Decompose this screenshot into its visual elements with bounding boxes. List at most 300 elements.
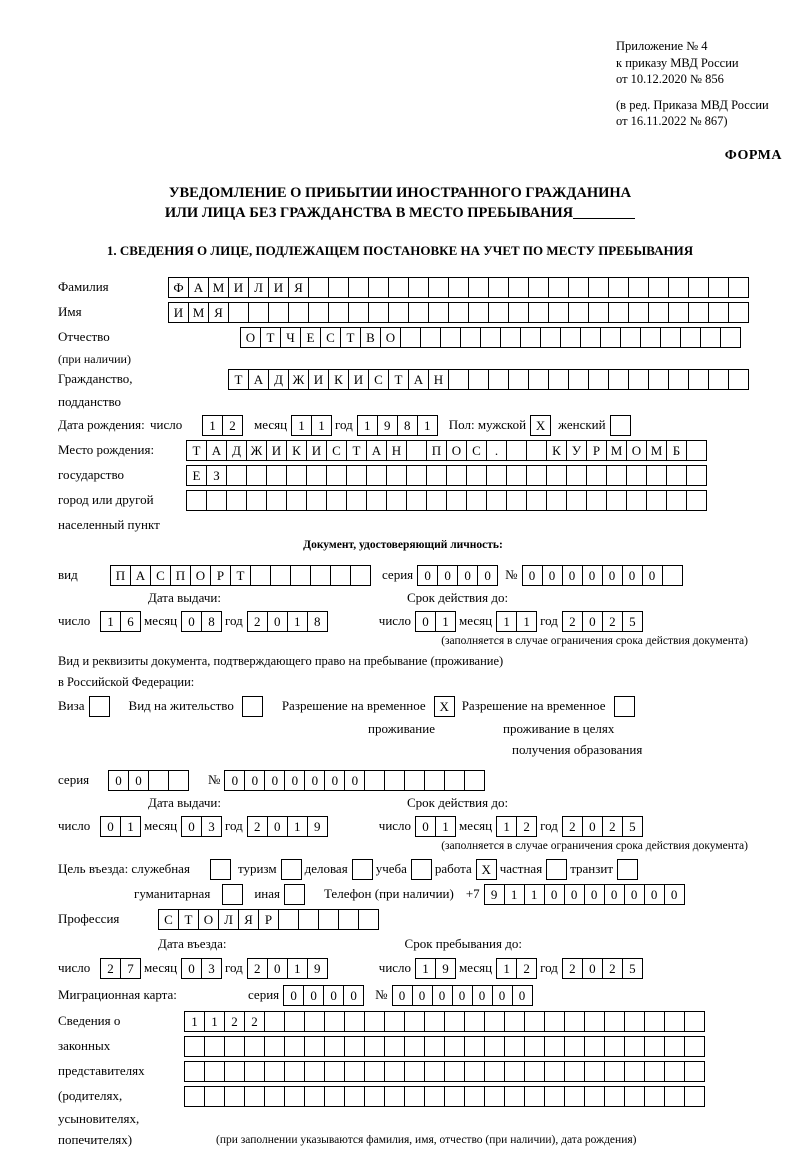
char-cell[interactable]: 0: [267, 611, 288, 632]
char-cell[interactable]: 7: [120, 958, 141, 979]
char-cell[interactable]: [304, 1036, 325, 1057]
char-cell[interactable]: Т: [228, 369, 249, 390]
char-cell[interactable]: [608, 369, 629, 390]
field-patronymic[interactable]: [240, 327, 740, 348]
char-cell[interactable]: 0: [412, 985, 433, 1006]
char-cell[interactable]: [306, 490, 327, 511]
char-cell[interactable]: С: [326, 440, 347, 461]
char-cell[interactable]: [588, 302, 609, 323]
char-cell[interactable]: [664, 1086, 685, 1107]
char-cell[interactable]: [426, 490, 447, 511]
char-cell[interactable]: [524, 1086, 545, 1107]
char-cell[interactable]: [184, 1036, 205, 1057]
char-cell[interactable]: [508, 277, 529, 298]
char-cell[interactable]: [486, 490, 507, 511]
char-cell[interactable]: [388, 277, 409, 298]
char-cell[interactable]: Т: [260, 327, 281, 348]
char-cell[interactable]: 0: [343, 985, 364, 1006]
char-cell[interactable]: 8: [201, 611, 222, 632]
char-cell[interactable]: [226, 465, 247, 486]
char-cell[interactable]: К: [328, 369, 349, 390]
char-cell[interactable]: 2: [247, 958, 268, 979]
char-cell[interactable]: [544, 1086, 565, 1107]
char-cell[interactable]: [584, 1061, 605, 1082]
char-cell[interactable]: [464, 1011, 485, 1032]
char-cell[interactable]: [506, 490, 527, 511]
char-cell[interactable]: 0: [264, 770, 285, 791]
char-cell[interactable]: [604, 1086, 625, 1107]
char-cell[interactable]: [628, 277, 649, 298]
char-cell[interactable]: И: [168, 302, 189, 323]
field-doc-valid-day[interactable]: [415, 611, 455, 632]
char-cell[interactable]: [364, 1086, 385, 1107]
char-cell[interactable]: [648, 302, 669, 323]
char-cell[interactable]: С: [368, 369, 389, 390]
char-cell[interactable]: [426, 465, 447, 486]
char-cell[interactable]: [566, 465, 587, 486]
char-cell[interactable]: [684, 1086, 705, 1107]
char-cell[interactable]: [344, 1036, 365, 1057]
char-cell[interactable]: [384, 770, 405, 791]
char-cell[interactable]: [544, 1036, 565, 1057]
char-cell[interactable]: [548, 302, 569, 323]
char-cell[interactable]: 8: [397, 415, 418, 436]
char-cell[interactable]: [484, 1061, 505, 1082]
char-cell[interactable]: [184, 1061, 205, 1082]
field-entry-month[interactable]: [181, 958, 221, 979]
char-cell[interactable]: 1: [184, 1011, 205, 1032]
char-cell[interactable]: И: [348, 369, 369, 390]
char-cell[interactable]: [688, 302, 709, 323]
char-cell[interactable]: [708, 369, 729, 390]
char-cell[interactable]: [564, 1061, 585, 1082]
char-cell[interactable]: 1: [496, 611, 517, 632]
char-cell[interactable]: [600, 327, 621, 348]
field-doc-valid-year[interactable]: [562, 611, 642, 632]
char-cell[interactable]: [386, 465, 407, 486]
char-cell[interactable]: [448, 369, 469, 390]
char-cell[interactable]: [588, 277, 609, 298]
checkbox-purpose-work[interactable]: [476, 859, 496, 880]
char-cell[interactable]: 1: [496, 958, 517, 979]
char-cell[interactable]: [564, 1036, 585, 1057]
field-name[interactable]: [168, 302, 748, 323]
char-cell[interactable]: [224, 1036, 245, 1057]
field-permit-valid-month[interactable]: [496, 816, 536, 837]
char-cell[interactable]: [484, 1036, 505, 1057]
char-cell[interactable]: [448, 277, 469, 298]
char-cell[interactable]: [626, 490, 647, 511]
field-birth-day[interactable]: [202, 415, 242, 436]
char-cell[interactable]: [604, 1061, 625, 1082]
char-cell[interactable]: [424, 1086, 445, 1107]
field-permit-issue-year[interactable]: [247, 816, 327, 837]
char-cell[interactable]: 0: [267, 958, 288, 979]
char-cell[interactable]: [506, 465, 527, 486]
char-cell[interactable]: О: [626, 440, 647, 461]
char-cell[interactable]: 1: [120, 816, 141, 837]
char-cell[interactable]: [508, 302, 529, 323]
char-cell[interactable]: [544, 1011, 565, 1032]
char-cell[interactable]: [184, 1086, 205, 1107]
char-cell[interactable]: [266, 465, 287, 486]
char-cell[interactable]: О: [380, 327, 401, 348]
char-cell[interactable]: 0: [244, 770, 265, 791]
field-permit-valid-year[interactable]: [562, 816, 642, 837]
char-cell[interactable]: [708, 277, 729, 298]
char-cell[interactable]: 1: [435, 611, 456, 632]
field-doc-number[interactable]: [522, 565, 682, 586]
char-cell[interactable]: [324, 1061, 345, 1082]
checkbox-sex-female[interactable]: [610, 415, 630, 436]
char-cell[interactable]: С: [150, 565, 171, 586]
char-cell[interactable]: [546, 490, 567, 511]
char-cell[interactable]: 0: [432, 985, 453, 1006]
char-cell[interactable]: [444, 1036, 465, 1057]
char-cell[interactable]: 9: [307, 958, 328, 979]
char-cell[interactable]: [624, 1011, 645, 1032]
char-cell[interactable]: 1: [202, 415, 223, 436]
char-cell[interactable]: [428, 302, 449, 323]
char-cell[interactable]: Л: [248, 277, 269, 298]
char-cell[interactable]: [204, 1061, 225, 1082]
char-cell[interactable]: [617, 859, 638, 880]
char-cell[interactable]: [546, 465, 567, 486]
char-cell[interactable]: [148, 770, 169, 791]
char-cell[interactable]: [308, 302, 329, 323]
char-cell[interactable]: [384, 1036, 405, 1057]
char-cell[interactable]: [89, 696, 110, 717]
field-birth-month[interactable]: [291, 415, 331, 436]
char-cell[interactable]: [222, 884, 243, 905]
char-cell[interactable]: 2: [516, 958, 537, 979]
char-cell[interactable]: Т: [388, 369, 409, 390]
char-cell[interactable]: [264, 1011, 285, 1032]
char-cell[interactable]: И: [268, 277, 289, 298]
char-cell[interactable]: 0: [181, 611, 202, 632]
char-cell[interactable]: 0: [564, 884, 585, 905]
char-cell[interactable]: 0: [108, 770, 129, 791]
char-cell[interactable]: 0: [542, 565, 563, 586]
char-cell[interactable]: 0: [604, 884, 625, 905]
char-cell[interactable]: [346, 490, 367, 511]
char-cell[interactable]: [206, 490, 227, 511]
char-cell[interactable]: [224, 1061, 245, 1082]
char-cell[interactable]: [328, 277, 349, 298]
char-cell[interactable]: [464, 1036, 485, 1057]
char-cell[interactable]: [186, 490, 207, 511]
char-cell[interactable]: [584, 1011, 605, 1032]
char-cell[interactable]: [324, 1036, 345, 1057]
char-cell[interactable]: [318, 909, 339, 930]
char-cell[interactable]: [404, 1011, 425, 1032]
char-cell[interactable]: 0: [477, 565, 498, 586]
char-cell[interactable]: X: [476, 859, 497, 880]
char-cell[interactable]: 1: [291, 415, 312, 436]
char-cell[interactable]: 0: [437, 565, 458, 586]
char-cell[interactable]: [310, 565, 331, 586]
char-cell[interactable]: [328, 302, 349, 323]
char-cell[interactable]: 1: [287, 816, 308, 837]
char-cell[interactable]: [204, 1086, 225, 1107]
char-cell[interactable]: 2: [244, 1011, 265, 1032]
field-permit-valid-day[interactable]: [415, 816, 455, 837]
char-cell[interactable]: 2: [516, 816, 537, 837]
char-cell[interactable]: 0: [582, 565, 603, 586]
char-cell[interactable]: И: [306, 440, 327, 461]
char-cell[interactable]: [488, 302, 509, 323]
char-cell[interactable]: 0: [544, 884, 565, 905]
char-cell[interactable]: [288, 302, 309, 323]
char-cell[interactable]: [700, 327, 721, 348]
field-citizenship[interactable]: [228, 369, 748, 390]
char-cell[interactable]: Р: [258, 909, 279, 930]
char-cell[interactable]: [224, 1086, 245, 1107]
char-cell[interactable]: 0: [181, 816, 202, 837]
char-cell[interactable]: [204, 1036, 225, 1057]
char-cell[interactable]: Ж: [246, 440, 267, 461]
char-cell[interactable]: [420, 327, 441, 348]
char-cell[interactable]: 9: [307, 816, 328, 837]
char-cell[interactable]: 2: [222, 415, 243, 436]
char-cell[interactable]: [286, 490, 307, 511]
char-cell[interactable]: [526, 465, 547, 486]
char-cell[interactable]: Т: [178, 909, 199, 930]
field-surname[interactable]: [168, 277, 748, 298]
char-cell[interactable]: [338, 909, 359, 930]
char-cell[interactable]: 0: [582, 611, 603, 632]
char-cell[interactable]: [346, 465, 367, 486]
char-cell[interactable]: [364, 770, 385, 791]
char-cell[interactable]: В: [360, 327, 381, 348]
char-cell[interactable]: А: [366, 440, 387, 461]
char-cell[interactable]: [406, 490, 427, 511]
field-permit-issue-month[interactable]: [181, 816, 221, 837]
char-cell[interactable]: [284, 1086, 305, 1107]
char-cell[interactable]: 0: [644, 884, 665, 905]
char-cell[interactable]: С: [466, 440, 487, 461]
char-cell[interactable]: [424, 1011, 445, 1032]
char-cell[interactable]: 1: [311, 415, 332, 436]
char-cell[interactable]: 1: [415, 958, 436, 979]
char-cell[interactable]: [484, 1086, 505, 1107]
char-cell[interactable]: [548, 277, 569, 298]
char-cell[interactable]: [384, 1011, 405, 1032]
char-cell[interactable]: [728, 277, 749, 298]
field-permit-series[interactable]: [108, 770, 188, 791]
char-cell[interactable]: [266, 490, 287, 511]
char-cell[interactable]: [486, 465, 507, 486]
char-cell[interactable]: [444, 770, 465, 791]
char-cell[interactable]: [610, 415, 631, 436]
char-cell[interactable]: 9: [484, 884, 505, 905]
char-cell[interactable]: [686, 440, 707, 461]
char-cell[interactable]: [388, 302, 409, 323]
char-cell[interactable]: А: [248, 369, 269, 390]
checkbox-purpose-study[interactable]: [411, 859, 431, 880]
char-cell[interactable]: У: [566, 440, 587, 461]
field-permit-issue-day[interactable]: [100, 816, 140, 837]
char-cell[interactable]: 5: [622, 611, 643, 632]
char-cell[interactable]: 0: [267, 816, 288, 837]
checkbox-purpose-humanitarian[interactable]: [222, 884, 242, 905]
char-cell[interactable]: 0: [562, 565, 583, 586]
char-cell[interactable]: [686, 465, 707, 486]
char-cell[interactable]: 0: [664, 884, 685, 905]
char-cell[interactable]: [668, 302, 689, 323]
char-cell[interactable]: 1: [357, 415, 378, 436]
char-cell[interactable]: 0: [283, 985, 304, 1006]
char-cell[interactable]: [604, 1036, 625, 1057]
char-cell[interactable]: [406, 440, 427, 461]
char-cell[interactable]: 0: [457, 565, 478, 586]
char-cell[interactable]: [586, 465, 607, 486]
char-cell[interactable]: 0: [323, 985, 344, 1006]
char-cell[interactable]: [344, 1011, 365, 1032]
char-cell[interactable]: [520, 327, 541, 348]
char-cell[interactable]: 0: [304, 770, 325, 791]
char-cell[interactable]: [386, 490, 407, 511]
char-cell[interactable]: [566, 490, 587, 511]
char-cell[interactable]: 0: [344, 770, 365, 791]
char-cell[interactable]: [560, 327, 581, 348]
char-cell[interactable]: [448, 302, 469, 323]
char-cell[interactable]: 0: [128, 770, 149, 791]
char-cell[interactable]: Д: [268, 369, 289, 390]
char-cell[interactable]: П: [110, 565, 131, 586]
char-cell[interactable]: 2: [562, 816, 583, 837]
char-cell[interactable]: [728, 302, 749, 323]
char-cell[interactable]: 6: [120, 611, 141, 632]
char-cell[interactable]: 9: [435, 958, 456, 979]
char-cell[interactable]: [368, 302, 389, 323]
char-cell[interactable]: [268, 302, 289, 323]
char-cell[interactable]: [614, 696, 635, 717]
char-cell[interactable]: 0: [417, 565, 438, 586]
char-cell[interactable]: [624, 1086, 645, 1107]
char-cell[interactable]: Т: [340, 327, 361, 348]
char-cell[interactable]: 3: [201, 816, 222, 837]
char-cell[interactable]: М: [646, 440, 667, 461]
char-cell[interactable]: М: [606, 440, 627, 461]
char-cell[interactable]: [628, 369, 649, 390]
char-cell[interactable]: [404, 1086, 425, 1107]
char-cell[interactable]: [384, 1086, 405, 1107]
char-cell[interactable]: Д: [226, 440, 247, 461]
char-cell[interactable]: [264, 1086, 285, 1107]
char-cell[interactable]: [500, 327, 521, 348]
char-cell[interactable]: [424, 1036, 445, 1057]
char-cell[interactable]: 0: [624, 884, 645, 905]
checkbox-purpose-private[interactable]: [546, 859, 566, 880]
char-cell[interactable]: [444, 1011, 465, 1032]
char-cell[interactable]: И: [308, 369, 329, 390]
char-cell[interactable]: [504, 1011, 525, 1032]
char-cell[interactable]: [728, 369, 749, 390]
char-cell[interactable]: 1: [287, 958, 308, 979]
char-cell[interactable]: Н: [428, 369, 449, 390]
char-cell[interactable]: [460, 327, 481, 348]
char-cell[interactable]: [488, 369, 509, 390]
char-cell[interactable]: [344, 1086, 365, 1107]
char-cell[interactable]: 5: [622, 958, 643, 979]
char-cell[interactable]: 2: [602, 816, 623, 837]
char-cell[interactable]: [524, 1061, 545, 1082]
char-cell[interactable]: [306, 465, 327, 486]
char-cell[interactable]: 1: [496, 816, 517, 837]
char-cell[interactable]: [646, 490, 667, 511]
char-cell[interactable]: 0: [492, 985, 513, 1006]
char-cell[interactable]: 1: [287, 611, 308, 632]
char-cell[interactable]: О: [240, 327, 261, 348]
char-cell[interactable]: [248, 302, 269, 323]
char-cell[interactable]: [686, 490, 707, 511]
char-cell[interactable]: [568, 277, 589, 298]
char-cell[interactable]: [226, 490, 247, 511]
checkbox-visa[interactable]: [89, 696, 109, 717]
char-cell[interactable]: [464, 1086, 485, 1107]
field-birthplace-state[interactable]: [186, 440, 706, 461]
char-cell[interactable]: [270, 565, 291, 586]
field-mig-number[interactable]: [392, 985, 532, 1006]
char-cell[interactable]: 0: [642, 565, 663, 586]
char-cell[interactable]: [348, 302, 369, 323]
char-cell[interactable]: 0: [584, 884, 605, 905]
char-cell[interactable]: 1: [516, 611, 537, 632]
char-cell[interactable]: [624, 1036, 645, 1057]
char-cell[interactable]: 0: [622, 565, 643, 586]
checkbox-edu-residence[interactable]: [614, 696, 634, 717]
field-birthplace-city-line-1[interactable]: [186, 465, 706, 486]
char-cell[interactable]: [528, 369, 549, 390]
char-cell[interactable]: 1: [204, 1011, 225, 1032]
char-cell[interactable]: [330, 565, 351, 586]
char-cell[interactable]: С: [320, 327, 341, 348]
char-cell[interactable]: И: [266, 440, 287, 461]
char-cell[interactable]: 0: [224, 770, 245, 791]
char-cell[interactable]: [348, 277, 369, 298]
char-cell[interactable]: [384, 1061, 405, 1082]
char-cell[interactable]: К: [286, 440, 307, 461]
char-cell[interactable]: 1: [417, 415, 438, 436]
checkbox-purpose-business[interactable]: [352, 859, 372, 880]
char-cell[interactable]: [444, 1086, 465, 1107]
char-cell[interactable]: 0: [602, 565, 623, 586]
field-legal-rep-line-4[interactable]: [184, 1086, 704, 1107]
char-cell[interactable]: [608, 302, 629, 323]
char-cell[interactable]: [668, 369, 689, 390]
char-cell[interactable]: [364, 1061, 385, 1082]
char-cell[interactable]: Л: [218, 909, 239, 930]
char-cell[interactable]: [666, 490, 687, 511]
char-cell[interactable]: О: [190, 565, 211, 586]
char-cell[interactable]: [624, 1061, 645, 1082]
char-cell[interactable]: А: [130, 565, 151, 586]
char-cell[interactable]: [640, 327, 661, 348]
field-legal-rep-line-1[interactable]: [184, 1011, 704, 1032]
char-cell[interactable]: А: [408, 369, 429, 390]
char-cell[interactable]: [468, 302, 489, 323]
char-cell[interactable]: [364, 1036, 385, 1057]
char-cell[interactable]: [506, 440, 527, 461]
char-cell[interactable]: [564, 1086, 585, 1107]
field-permit-number[interactable]: [224, 770, 484, 791]
char-cell[interactable]: [648, 277, 669, 298]
char-cell[interactable]: А: [188, 277, 209, 298]
char-cell[interactable]: [244, 1036, 265, 1057]
char-cell[interactable]: Я: [208, 302, 229, 323]
char-cell[interactable]: [210, 859, 231, 880]
